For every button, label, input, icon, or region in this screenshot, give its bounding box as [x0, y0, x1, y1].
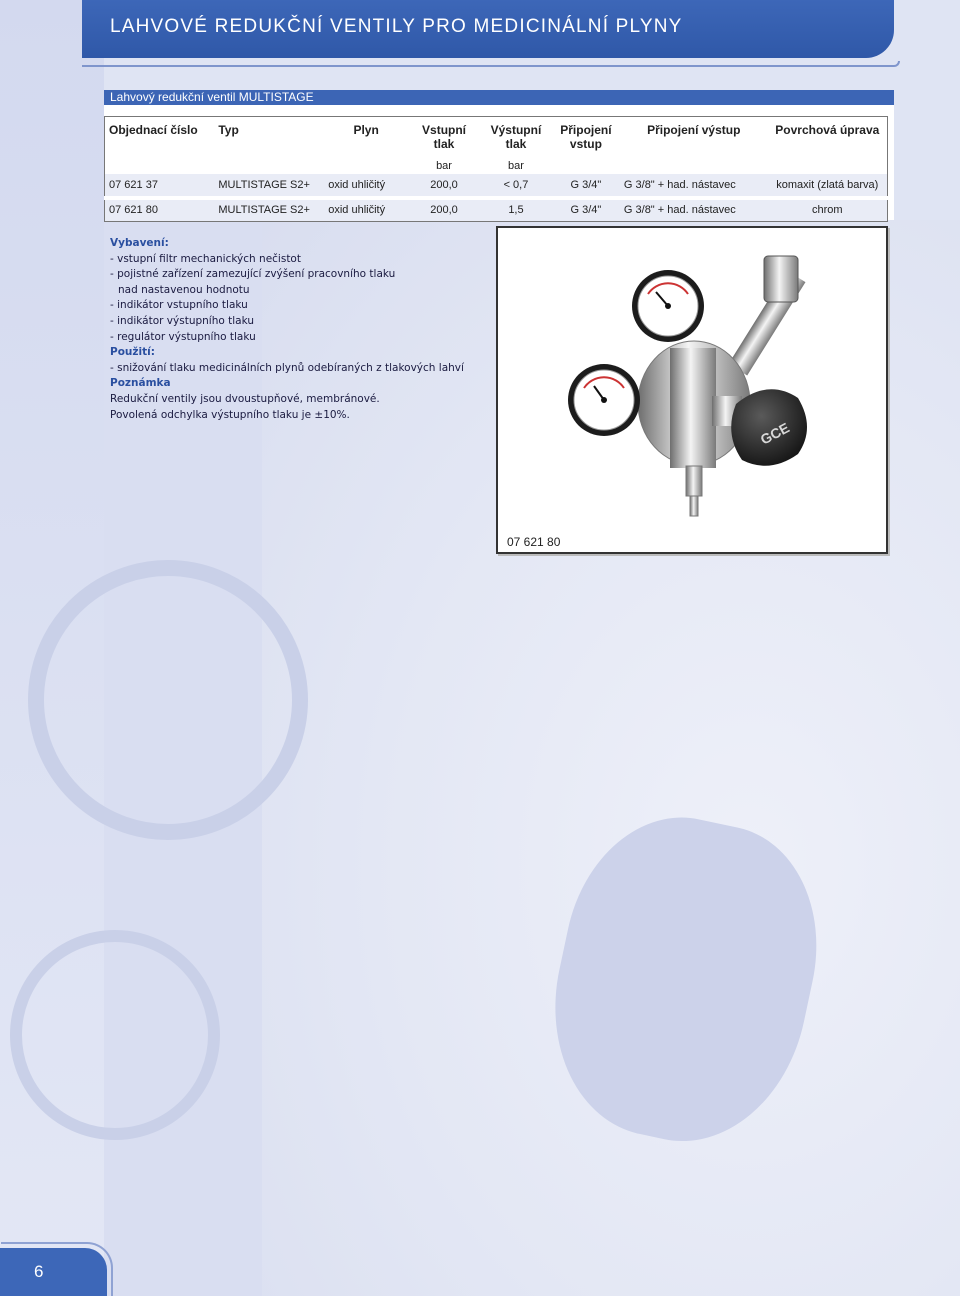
unit-cell: [324, 158, 408, 174]
usage-text: - snižování tlaku medicinálních plynů odebíraných z tlakových lahví: [110, 361, 464, 374]
col-header-inlet-pressure: Vstupní tlak: [422, 123, 467, 151]
page-number-tab: [0, 1248, 107, 1296]
equipment-item: - pojistné zařízení zamezující zvýšení pracovního tlaku: [110, 268, 396, 281]
unit-cell: bar: [508, 159, 524, 172]
cell-gas: oxid uhličitý: [328, 204, 386, 217]
cell-outlet-pressure: < 0,7: [503, 178, 529, 191]
col-header-outlet-pressure: Výstupní tlak: [490, 123, 542, 151]
background-gauge-large: [28, 560, 308, 840]
cell-type: MULTISTAGE S2+: [218, 178, 310, 191]
page-number: 6: [34, 1262, 44, 1281]
cell-inlet-connection: G 3/4": [570, 178, 602, 191]
col-header-inlet-connection: Připojení vstup: [560, 123, 612, 151]
table-row: [105, 174, 888, 198]
inlet-pipe: [729, 256, 806, 375]
table-unit-row: [105, 158, 888, 174]
cell-inlet-pressure: 200,0: [430, 204, 458, 217]
product-description: [110, 236, 490, 423]
unit-cell: [214, 158, 324, 174]
col-header-gas: Plyn: [353, 123, 379, 137]
cell-surface-finish: komaxit (zlatá barva): [776, 178, 879, 191]
col-header-order-number: Objednací číslo: [109, 123, 198, 137]
unit-cell: [768, 158, 888, 174]
cell-surface-finish: chrom: [812, 204, 843, 217]
product-photo-frame: [496, 226, 888, 554]
table-row: [105, 198, 888, 222]
col-header-outlet-connection: Připojení výstup: [647, 123, 741, 137]
section-subtitle: Lahvový redukční ventil MULTISTAGE: [110, 90, 314, 104]
cell-outlet-pressure: 1,5: [508, 204, 524, 217]
unit-cell: bar: [436, 159, 452, 172]
cell-inlet-connection: G 3/4": [570, 204, 602, 217]
cell-gas: oxid uhličitý: [328, 178, 386, 191]
photo-caption: 07 621 80: [507, 535, 561, 549]
gce-logo: GCE: [757, 419, 792, 448]
equipment-item: - vstupní filtr mechanických nečistot: [110, 252, 301, 265]
equipment-item: nad nastavenou hodnotu: [118, 283, 250, 296]
note-line: Redukční ventily jsou dvoustupňové, membránové.: [110, 392, 380, 405]
note-heading: Poznámka: [110, 377, 171, 390]
regulator-illustration: [498, 228, 886, 552]
col-header-surface-finish: Povrchová úprava: [775, 123, 880, 137]
cell-inlet-pressure: 200,0: [430, 178, 458, 191]
inlet-gauge: [632, 270, 704, 342]
equipment-item: - indikátor vstupního tlaku: [110, 299, 248, 312]
unit-cell: [620, 158, 768, 174]
cell-outlet-connection: G 3/8" + had. nástavec: [623, 204, 736, 217]
cell-order-number: 07 621 80: [109, 204, 158, 217]
cell-outlet-connection: G 3/8" + had. nástavec: [623, 178, 736, 191]
equipment-heading: Vybavení:: [110, 237, 169, 249]
cell-order-number: 07 621 37: [109, 178, 158, 191]
unit-cell: [105, 158, 215, 174]
page-title: LAHVOVÉ REDUKČNÍ VENTILY PRO MEDICINÁLNÍ PLYNY: [110, 16, 683, 37]
equipment-item: - indikátor výstupního tlaku: [110, 314, 255, 327]
usage-heading: Použití:: [110, 346, 155, 359]
outlet-gauge: [568, 364, 640, 436]
note-line: Povolená odchylka výstupního tlaku je ±10%.: [110, 408, 350, 421]
equipment-item: - regulátor výstupního tlaku: [110, 330, 256, 343]
spec-table: [104, 116, 888, 222]
table-header-row: [105, 117, 888, 158]
cell-type: MULTISTAGE S2+: [218, 204, 310, 217]
background-gauge-small: [10, 930, 220, 1140]
unit-cell: [552, 158, 620, 174]
col-header-type: Typ: [218, 123, 239, 137]
